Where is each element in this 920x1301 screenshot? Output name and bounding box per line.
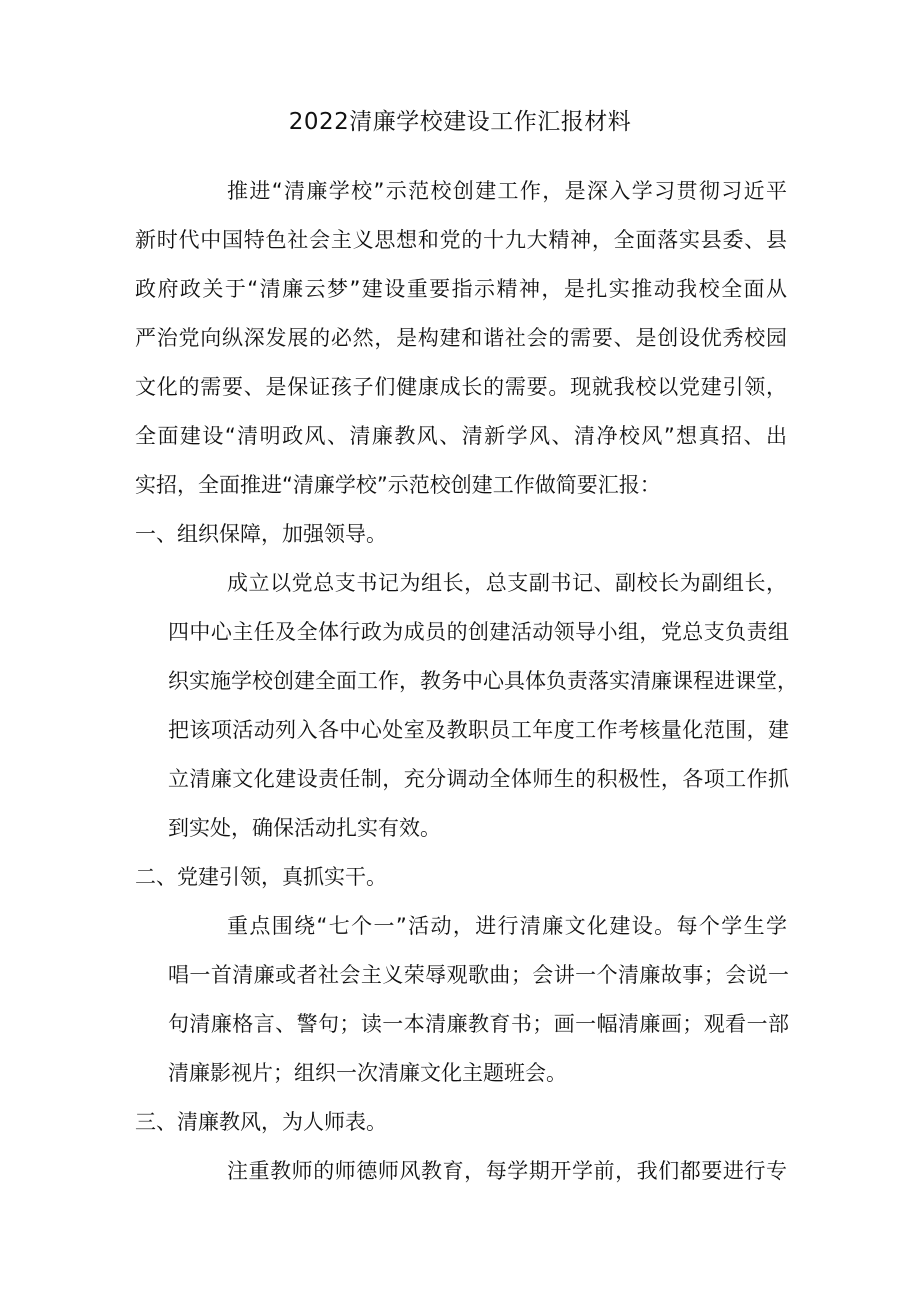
intro-line: 实招，全面推进“清廉学校”示范校创建工作做简要汇报： — [135, 473, 661, 497]
intro-line: 文化的需要、是保证孩子们健康成长的需要。现就我校以党建引领， — [135, 375, 787, 399]
section-line: 到实处，确保活动扎实有效。 — [168, 816, 441, 840]
section-line: 立清廉文化建设责任制，充分调动全体师生的积极性，各项工作抓 — [168, 767, 789, 791]
section-line: 四中心主任及全体行政为成员的创建活动领导小组，党总支负责组 — [168, 620, 789, 644]
intro-line: 全面建设“清明政风、清廉教风、清新学风、清净校风”想真招、出 — [135, 424, 787, 448]
section-line: 清廉影视片；组织一次清廉文化主题班会。 — [168, 1061, 567, 1085]
section-line: 注重教师的师德师风教育，每学期开学前，我们都要进行专 — [227, 1159, 787, 1183]
section-heading: 二、党建引领，真抓实干。 — [135, 865, 387, 889]
section-line: 织实施学校创建全面工作，教务中心具体负责落实清廉课程进课堂， — [168, 669, 798, 693]
intro-line: 政府政关于“清廉云梦”建设重要指示精神，是扎实推动我校全面从 — [135, 277, 787, 301]
section-heading: 一、组织保障，加强领导。 — [135, 522, 387, 546]
document-title: 2022清廉学校建设工作汇报材料 — [288, 109, 632, 135]
section-line: 唱一首清廉或者社会主义荣辱观歌曲；会讲一个清廉故事；会说一 — [168, 963, 789, 987]
section-line: 成立以党总支书记为组长，总支副书记、副校长为副组长， — [227, 571, 787, 595]
section-line: 把该项活动列入各中心处室及教职员工年度工作考核量化范围，建 — [168, 718, 789, 742]
section-heading: 三、清廉教风，为人师表。 — [135, 1110, 387, 1134]
section-line: 句清廉格言、警句；读一本清廉教育书；画一幅清廉画；观看一部 — [168, 1012, 789, 1036]
intro-line: 新时代中国特色社会主义思想和党的十九大精神，全面落实县委、县 — [135, 228, 787, 252]
intro-line: 推进“清廉学校”示范校创建工作，是深入学习贯彻习近平 — [227, 179, 787, 203]
intro-line: 严治党向纵深发展的必然，是构建和谐社会的需要、是创设优秀校园 — [135, 326, 787, 350]
section-line: 重点围绕“七个一”活动，进行清廉文化建设。每个学生学 — [227, 914, 787, 938]
